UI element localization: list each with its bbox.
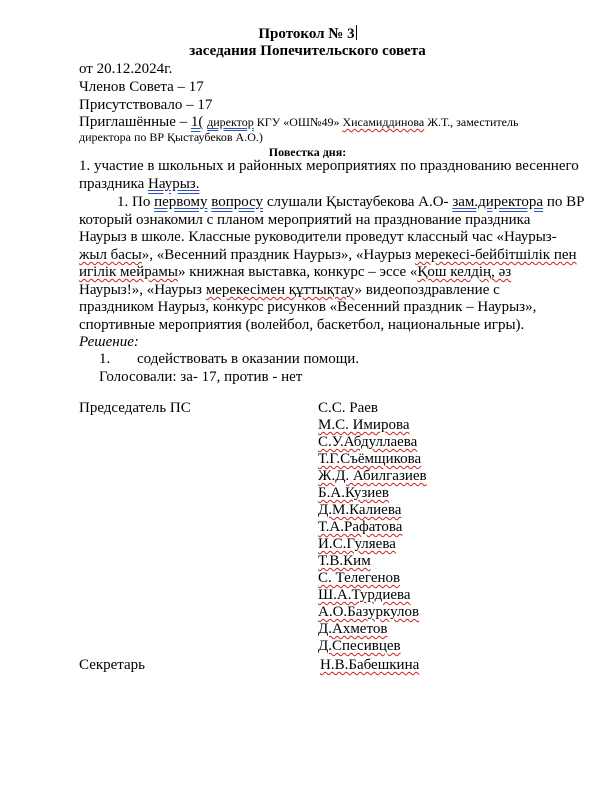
signatory-name: Ж.Д. Абилгазиев: [318, 468, 427, 484]
decision-item-text: содействовать в оказании помощи.: [137, 351, 360, 367]
signatory-name: Т.В.Ким: [318, 553, 371, 569]
body-line-3: Наурыз в школе. Классные руководители проведут классный час «Наурыз-: [79, 229, 557, 245]
signatory-name: Б.А.Кузиев: [318, 485, 390, 501]
signatory-name: И.С.Гуляева: [318, 536, 396, 552]
signatory-name: Т.А.Рафатова: [318, 519, 403, 535]
vote-result: Голосовали: за- 17, против - нет: [99, 369, 303, 385]
body-line-2: который ознакомил с планом мероприятий на празднование праздника: [79, 212, 531, 228]
signatory-name: А.О.Базуркулов: [318, 604, 420, 620]
invited-line: Приглашённые – 1( директор КГУ «ОШ№49» Хисамиддинова Ж.Т., заместитель: [79, 114, 519, 130]
signatory-name: С. Телегенов: [318, 570, 401, 586]
decision-label: Решение:: [79, 334, 139, 350]
signatory-name: Д.Ахметов: [318, 621, 388, 637]
secretary-name: Н.В.Бабешкина: [320, 657, 420, 673]
signatory-name: Ш.А.Турдиева: [318, 587, 411, 603]
signatory-name: Д.Спесивцев: [318, 638, 401, 654]
decision-item-number: 1.: [99, 351, 111, 367]
body-line-5: игілік мейрамы» книжная выставка, конкурс – эссе «Қош келдің, әз: [79, 264, 512, 280]
present-count: Присутствовало – 17: [79, 97, 213, 113]
signatory-name: Т.Г.Съёмщикова: [318, 451, 422, 467]
signatory-name: С.У.Абдуллаева: [318, 434, 418, 450]
body-line-8: спортивные мероприятия (волейбол, баскетбол, национальные игры).: [79, 317, 525, 333]
chair-label: Председатель ПС: [79, 400, 191, 416]
agenda-item-1: 1. участие в школьных и районных мероприятиях по празднованию весеннего: [79, 158, 579, 174]
signatory-name: Д.М.Калиева: [318, 502, 402, 518]
agenda-item-1-cont: праздника Наурыз.: [79, 176, 200, 192]
secretary-label: Секретарь: [79, 657, 146, 673]
body-line-4: жыл басы», «Весенний праздник Наурыз», «Наурыз мерекесі-бейбітшілік пен: [79, 247, 577, 263]
meeting-date: от 20.12.2024г.: [79, 61, 173, 77]
invited-line-2: директора по ВР Қыстаубеков А.О.): [79, 130, 263, 144]
body-line-6: Наурыз!», «Наурыз мерекесімен құттықтау» видеопоздравление с: [79, 282, 500, 298]
agenda-heading: Повестка дня:: [268, 145, 347, 159]
members-count: Членов Совета – 17: [79, 79, 204, 95]
signatory-name: М.С. Имирова: [318, 417, 410, 433]
body-line-7: праздником Наурыз, конкурс рисунков «Весенний праздник – Наурыз»,: [79, 299, 537, 315]
text-cursor: [356, 25, 357, 40]
title-text: Протокол № 3: [258, 26, 355, 42]
chair-name: С.С. Раев: [318, 400, 378, 416]
document-subtitle: заседания Попечительского совета: [189, 43, 426, 59]
body-line-1: 1. По первому вопросу слушали Қыстаубекова А.О- зам.директора по ВР: [117, 194, 585, 210]
document-title: [0, 25, 615, 43]
